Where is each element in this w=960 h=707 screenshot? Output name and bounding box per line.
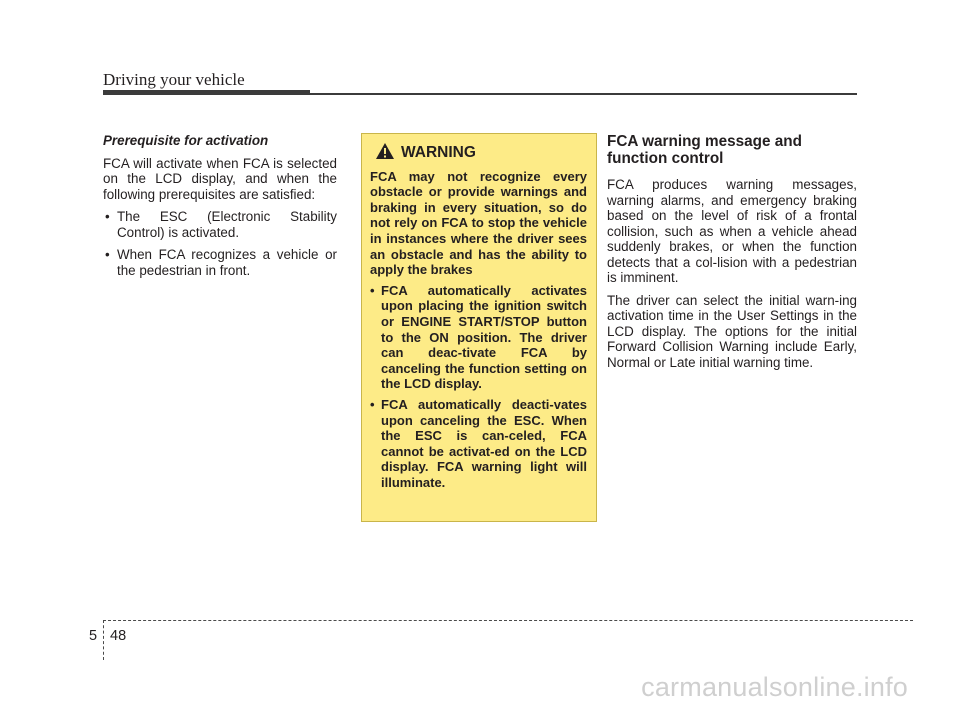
bullet-icon: • <box>370 396 375 412</box>
right-column <box>607 133 857 377</box>
function-paragraph-2: The driver can select the initial warn-ing activation time in the User Settings in the LCD display. The options for the initial Forward Collision Warning include Early, Normal or Late initial warning time. <box>607 292 857 370</box>
left-column <box>103 133 337 285</box>
watermark-text: carmanualsonline.info <box>641 672 908 702</box>
bullet-icon: • <box>370 282 375 298</box>
warning-triangle-icon <box>375 142 395 164</box>
function-paragraph-1: FCA produces warning messages, warning alarms, and emergency braking based on the level of risk of a frontal collision, such as when a vehicle ahead suddenly brakes, or when the function detects that a col-lision with a pedestrian is imminent. <box>607 177 857 285</box>
header-rule-thick <box>103 90 310 95</box>
list-item: • The ESC (Electronic Stability Control) is activated. <box>105 209 337 240</box>
section-title: FCA warning message and function control <box>607 133 802 167</box>
footer-divider <box>103 620 104 660</box>
page-number: 48 <box>110 628 127 644</box>
list-item: • FCA automatically deacti-vates upon canceling the ESC. When the ESC is can-celed, FCA cannot be activat-ed on the LCD display. FCA warning light will illuminate. <box>370 396 587 490</box>
warning-header <box>375 142 587 164</box>
header-title: Driving your vehicle <box>103 70 245 89</box>
prerequisite-list <box>103 209 337 278</box>
warning-title: WARNING <box>401 144 476 161</box>
list-item: • FCA automatically activates upon placing the ignition switch or ENGINE START/STOP button to the ON position. The driver can deac-tivate FCA by canceling the function setting on the LCD display. <box>370 282 587 392</box>
footer-rule <box>103 620 913 621</box>
header-rule-thin <box>310 93 857 95</box>
warning-list <box>370 283 587 491</box>
warning-box <box>361 133 597 522</box>
chapter-number: 5 <box>89 628 98 644</box>
prerequisite-subhead: Prerequisite for activation <box>103 133 269 148</box>
warning-intro: FCA may not recognize every obstacle or provide warnings and braking in every situation, so do not rely on FCA to stop the vehicle in instances where the driver sees an obstacle and has the ability to apply the brakes <box>370 168 587 278</box>
bullet-icon: • <box>105 209 110 224</box>
list-item: • When FCA recognizes a vehicle or the pedestrian in front. <box>105 247 337 278</box>
prerequisite-intro: FCA will activate when FCA is selected on the LCD display, and when the following prerequisites are satisfied: <box>103 155 337 202</box>
bullet-icon: • <box>105 247 110 262</box>
